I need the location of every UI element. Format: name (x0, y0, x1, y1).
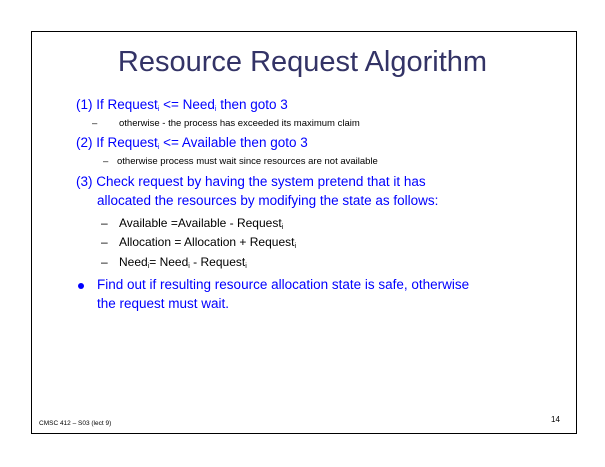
step-3-item-need (119, 255, 247, 269)
step-2-suffix: <= Available then goto 3 (159, 135, 308, 150)
step-2-dash: – (103, 156, 109, 167)
step-3-line-1: (3) Check request by having the system pretend that it has (76, 174, 426, 189)
page-number: 14 (551, 415, 560, 424)
step-1-dash: – (92, 118, 98, 129)
slide-title: Resource Request Algorithm (117, 46, 488, 78)
allocation-text: Allocation = Allocation + Request (119, 235, 295, 249)
step-3-item-allocation (119, 235, 296, 249)
step-1-prefix: (1) If Request (76, 97, 158, 112)
slide-frame (31, 31, 577, 434)
need-text-b: = Need (149, 255, 189, 269)
need-sub-c: i (245, 263, 247, 270)
available-sub-i: i (281, 224, 284, 231)
step-2-line (76, 135, 308, 150)
bullet-line-1: Find out if resulting resource allocation state is safe, otherwise (97, 277, 470, 292)
footer-course-label: CMSC 412 – S03 (lect 9) (39, 420, 112, 427)
bullet-line-2: the request must wait. (97, 296, 230, 311)
step-1-suffix: then goto 3 (216, 97, 288, 112)
step-3-item-2-dash: – (101, 235, 108, 249)
step-3-item-1-dash: – (101, 216, 108, 230)
step-1-sub-i: i (157, 106, 160, 113)
step-2-detail: otherwise process must wait since resources are not available (117, 156, 378, 167)
need-text-c: - Request (189, 255, 246, 269)
available-text: Available =Available - Request (119, 216, 282, 230)
step-3-item-3-dash: – (101, 255, 108, 269)
step-1-mid: <= Need (159, 97, 215, 112)
step-1-line (76, 97, 288, 112)
allocation-sub-i: i (294, 243, 297, 250)
step-3-item-available (119, 216, 283, 230)
step-1-sub-i-2: i (214, 106, 217, 113)
step-1-detail: otherwise - the process has exceeded its maximum claim (119, 118, 360, 129)
need-sub-b: i (188, 263, 190, 270)
need-sub-a: i (147, 263, 150, 270)
step-2-sub-i: i (157, 144, 160, 151)
step-2-prefix: (2) If Request (76, 135, 158, 150)
step-3-line-2: allocated the resources by modifying the state as follows: (97, 193, 439, 208)
bullet-dot-icon (78, 283, 84, 289)
need-text-a: Need (119, 255, 148, 269)
